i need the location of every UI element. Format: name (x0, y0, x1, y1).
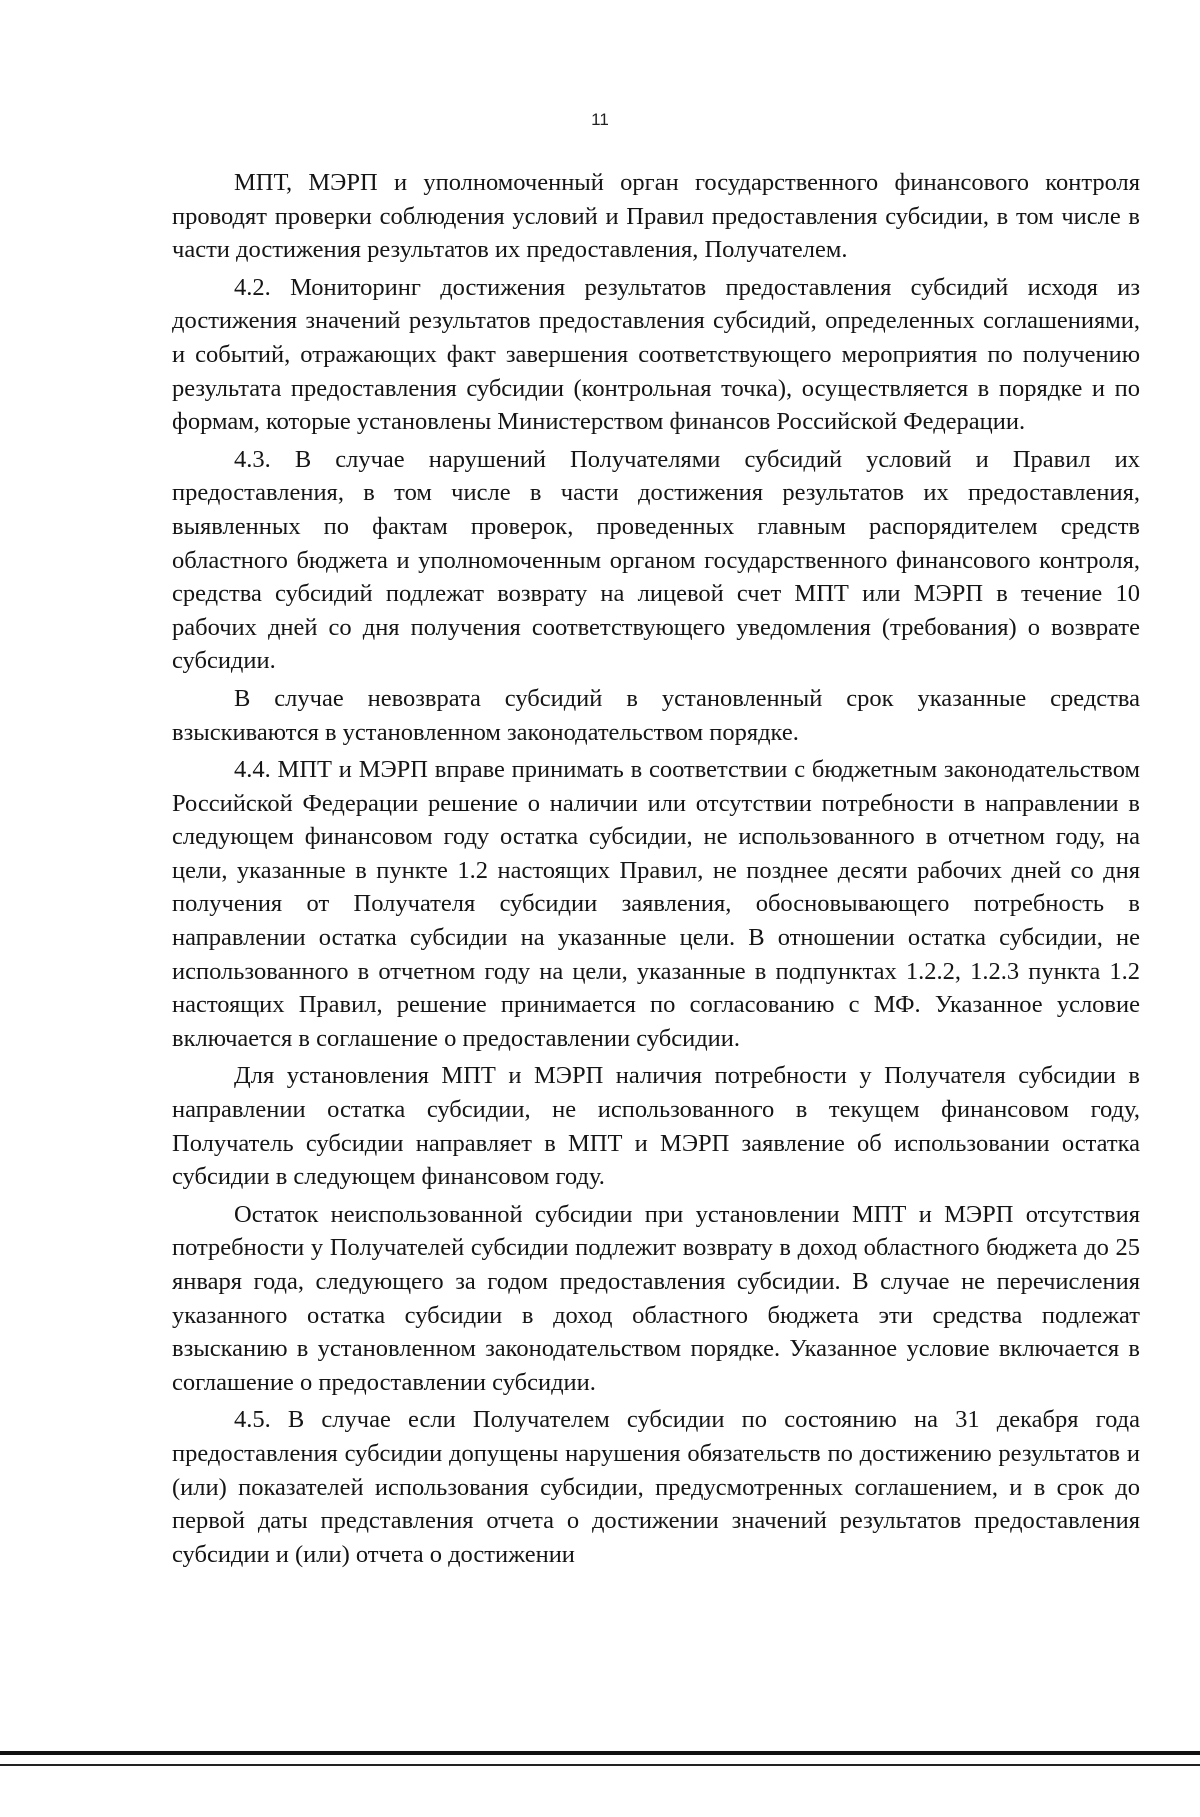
paragraph-4-2-monitoring: 4.2. Мониторинг достижения результатов предоставления субсидий исходя из достижения значений результатов предоставления субсидий, определенных соглашениями, и событий, отражающих факт завершения соответствующего мероприятия по получению результата предоставления субсидии (контрольная точка), осуществляется в порядке и по формам, которые установлены Министерством финансов Российской Федерации. (172, 273, 1140, 436)
scan-edge-line (0, 1751, 1200, 1755)
document-body (172, 166, 1140, 1573)
paragraph-remainder-return: Остаток неиспользованной субсидии при установлении МПТ и МЭРП отсутствия потребности у Получателей субсидии подлежит возврату в доход областного бюджета до 25 января года, следующего за годом предоставления субсидии. В случае не перечисления указанного остатка субсидии в доход областного бюджета эти средства подлежат взысканию в установленном законодательством порядке. Указанное условие включается в соглашение о предоставлении субсидии. (172, 1200, 1140, 1396)
paragraph-remainder-request: Для установления МПТ и МЭРП наличия потребности у Получателя субсидии в направлении остатка субсидии, не использованного в текущем финансовом году, Получатель субсидии направляет в МПТ и МЭРП заявление об использовании остатка субсидии в следующем финансовом году. (172, 1062, 1140, 1191)
paragraph-non-return: В случае невозврата субсидий в установленный срок указанные средства взыскиваются в установленном законодательством порядке. (172, 684, 1140, 746)
paragraph-4-5-obligations: 4.5. В случае если Получателем субсидии по состоянию на 31 декабря года предоставления субсидии допущены нарушения обязательств по достижению результатов и (или) показателей использования субсидии, предусмотренных соглашением, и в срок до первой даты представления отчета о достижении значений результатов предоставления субсидии и (или) отчета о достижении (172, 1406, 1140, 1568)
page-number: 11 (591, 110, 609, 129)
paragraph-inspection: МПТ, МЭРП и уполномоченный орган государственного финансового контроля проводят проверки соблюдения условий и Правил предоставления субсидии, в том числе в части достижения результатов их предоставления, Получателем. (172, 169, 1140, 264)
paragraph-4-3-violations: 4.3. В случае нарушений Получателями субсидий условий и Правил их предоставления, в том числе в части достижения результатов их предоставления, выявленных по фактам проверок, проведенных главным распорядителем средств областного бюджета и уполномоченным органом государственного финансового контроля, средства субсидий подлежат возврату на лицевой счет МПТ или МЭРП в течение 10 рабочих дней со дня получения соответствующего уведомления (требования) о возврате субсидии. (172, 445, 1140, 675)
paragraph-4-4-remainder-decision: 4.4. МПТ и МЭРП вправе принимать в соответствии с бюджетным законодательством Российской Федерации решение о наличии или отсутствии потребности в направлении в следующем финансовом году остатка субсидии, не использованного в отчетном году, на цели, указанные в пункте 1.2 настоящих Правил, не позднее десяти рабочих дней со дня получения от Получателя субсидии заявления, обосновывающего потребность в направлении остатка субсидии на указанные цели. В отношении остатка субсидии, не использованного в отчетном году на цели, указанные в подпунктах 1.2.2, 1.2.3 пункта 1.2 настоящих Правил, решение принимается по согласованию с МФ. Указанное условие включается в соглашение о предоставлении субсидии. (172, 756, 1140, 1052)
scan-edge-line-secondary (0, 1764, 1200, 1766)
